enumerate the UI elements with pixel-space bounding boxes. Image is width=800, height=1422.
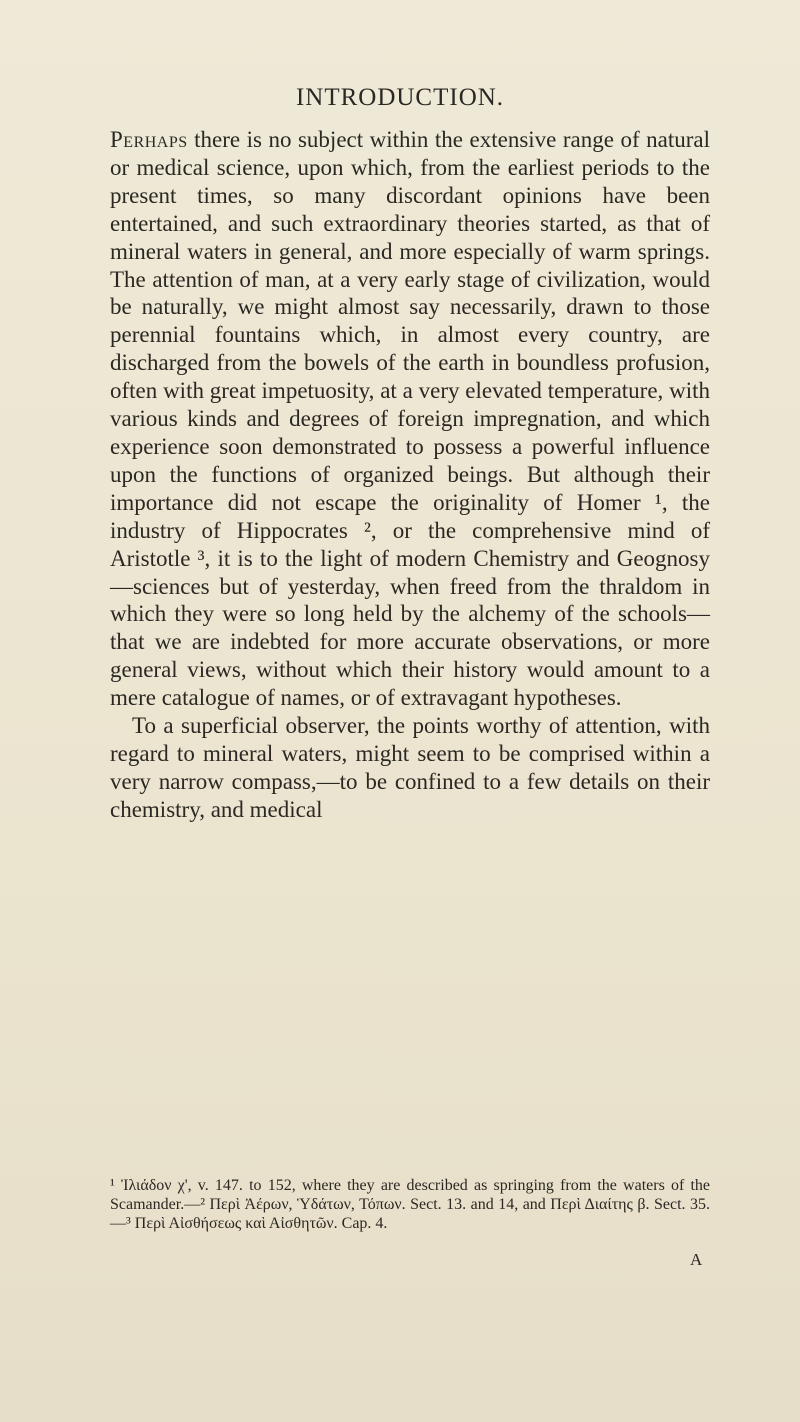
signature-mark: A [690, 1250, 703, 1269]
paragraph-2 [110, 712, 710, 824]
paragraph-2-text: To a superficial observer, the points worthy of attention, with regard to mineral waters, might seem to be comprised within a very narrow compass,—to be confined to a few details on their chemistry, and medical [110, 713, 710, 822]
paragraph-1-text: there is no subject within the extensive range of natural or medical science, upon which, from the earliest periods to the present times, so many discordant opinions have been entertained, and such extraordinary theories started, as that of mineral waters in general, and more especially of warm springs. The attention of man, at a very early stage of civilization, would be naturally, we might almost say necessarily, drawn to those perennial fountains which, in almost every country, are discharged from the bowels of the earth in boundless profusion, often with great impetuosity, at a very elevated temperature, with various kinds and degrees of foreign impregnation, and which experience soon demonstrated to possess a powerful influence upon the functions of organized beings. But although their importance did not escape the originality of Homer ¹, the industry of Hippocrates ², or the comprehensive mind of Aristotle ³, it is to the light of modern Chemistry and Geognosy—sciences but of yesterday, when freed from the thraldom in which they were so long held by the alchemy of the schools—that we are indebted for more accurate observations, or more general views, without which their history would amount to a mere catalogue of names, or of extravagant hypotheses. [110, 127, 710, 711]
paragraph-1 [110, 126, 710, 712]
footnotes: ¹ Ἰλιάδον χ', v. 147. to 152, where they are described as springing from the waters of the Scamander.—² Περὶ Ἀέρων, Ὑδάτων, Τόπων. Sect. 13. and 14, and Περὶ Διαίτης β. Sect. 35.—³ Περὶ Αἰσθήσεως καὶ Αἰσθητῶν. Cap. 4. [110, 1177, 710, 1232]
paragraph-1-lead: Perhaps [110, 127, 188, 152]
main-text [110, 126, 710, 824]
page-title: INTRODUCTION. [295, 84, 505, 111]
